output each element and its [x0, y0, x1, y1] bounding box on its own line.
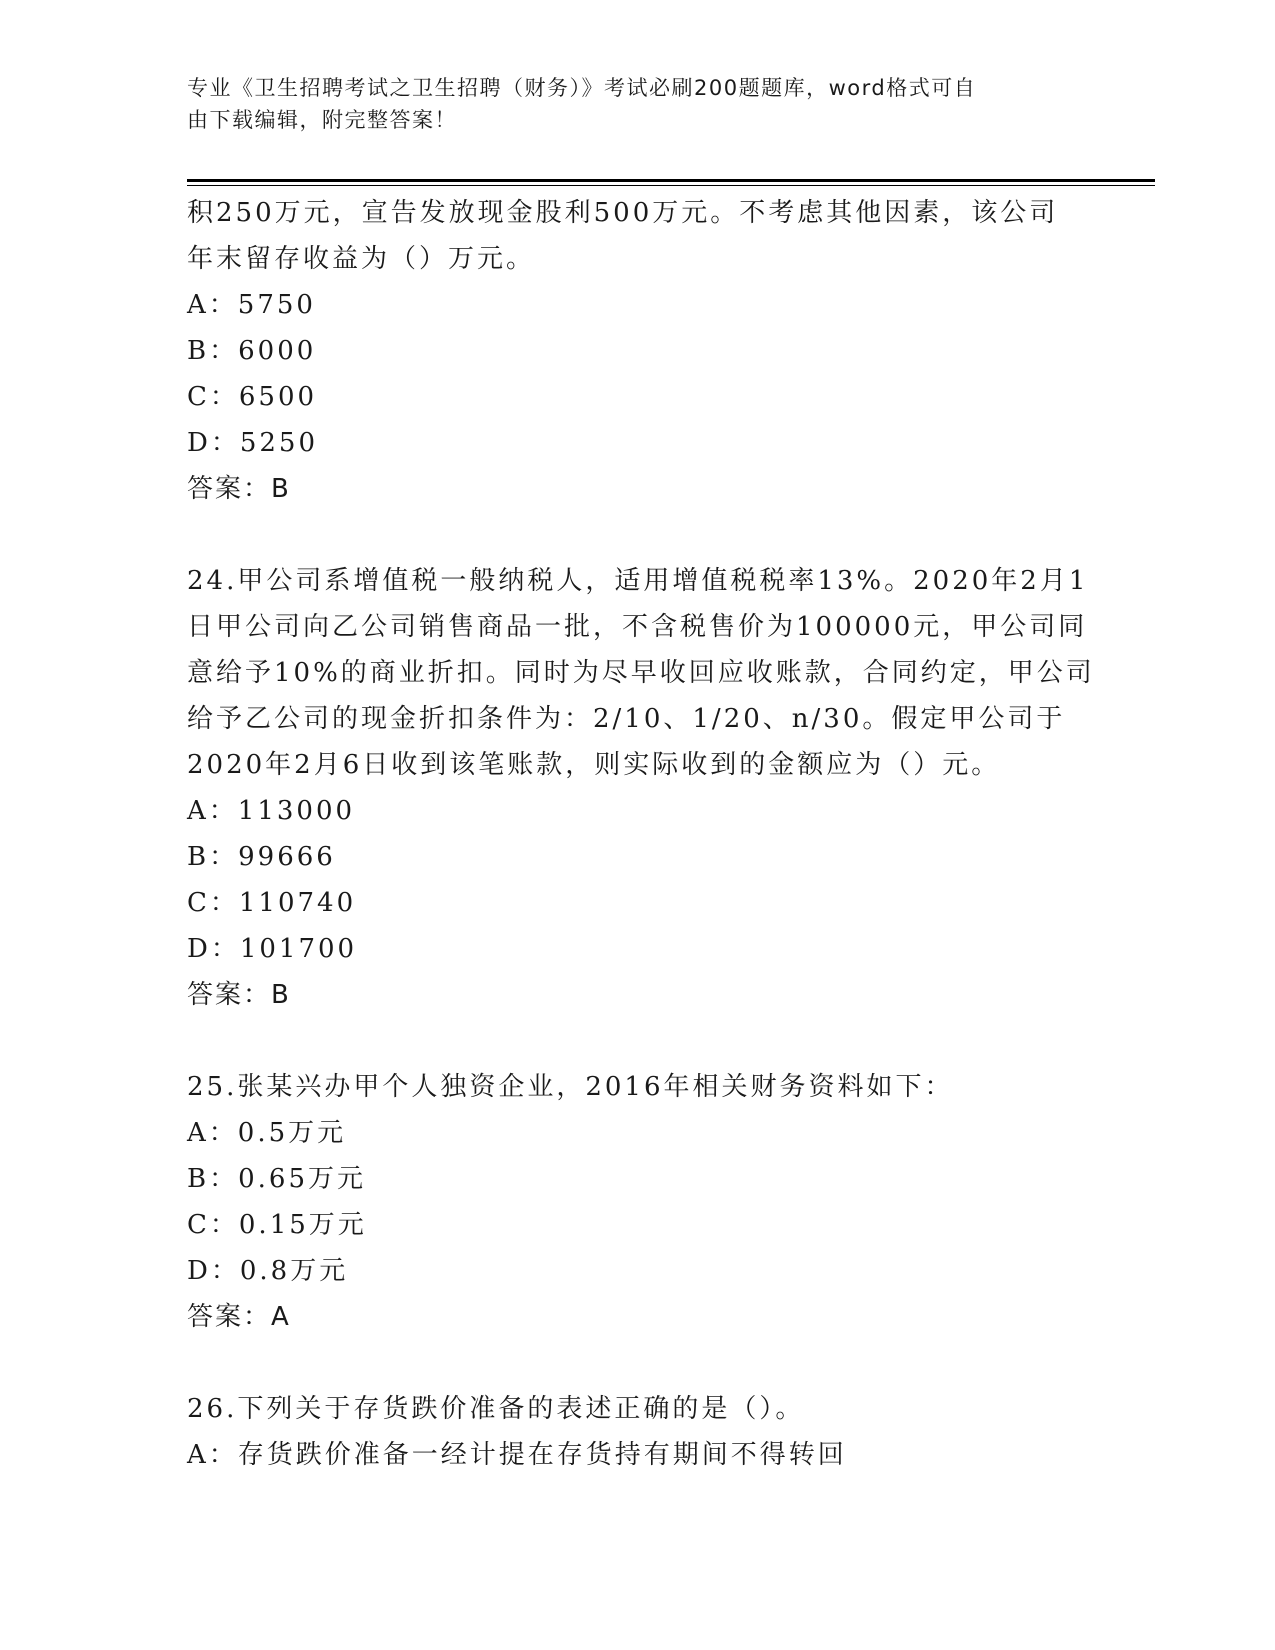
- question-list: [187, 190, 1095, 1478]
- question-block: [187, 1064, 1087, 1340]
- question-block: [187, 1386, 1087, 1478]
- option-d: D：101700: [187, 934, 358, 964]
- question-stem-line: 26.下列关于存货跌价准备的表述正确的是（）。: [187, 1394, 805, 1424]
- question-stem-line: 意给予10%的商业折扣。同时为尽早收回应收账款，合同约定，甲公司: [187, 658, 1095, 688]
- option-b: B：6000: [187, 336, 317, 366]
- answer-line: 答案：A: [187, 1302, 291, 1332]
- question-stem-line: 年末留存收益为（）万元。: [187, 244, 536, 274]
- option-b: B：0.65万元: [187, 1164, 366, 1194]
- answer-line: 答案：B: [187, 980, 291, 1010]
- question-stem-line: 积250万元，宣告发放现金股利500万元。不考虑其他因素，该公司: [187, 198, 1059, 228]
- option-a: A：113000: [187, 796, 356, 826]
- option-a: A：存货跌价准备一经计提在存货持有期间不得转回: [187, 1440, 847, 1470]
- question-stem-line: 日甲公司向乙公司销售商品一批，不含税售价为100000元，甲公司同: [187, 612, 1088, 642]
- question-stem-line: 给予乙公司的现金折扣条件为：2/10、1/20、n/30。假定甲公司于: [187, 704, 1066, 734]
- option-c: C：0.15万元: [187, 1210, 367, 1240]
- option-a: A：5750: [187, 290, 316, 320]
- document-header: [187, 72, 1067, 136]
- option-a: A：0.5万元: [187, 1118, 347, 1148]
- question-stem-line: 24.甲公司系增值税一般纳税人，适用增值税税率13%。2020年2月1: [187, 566, 1089, 596]
- header-divider-thick: [187, 179, 1155, 182]
- header-divider-thin: [187, 185, 1155, 186]
- option-d: D：0.8万元: [187, 1256, 349, 1286]
- question-block: [187, 190, 1087, 512]
- option-d: D：5250: [187, 428, 319, 458]
- option-c: C：110740: [187, 888, 357, 918]
- option-c: C：6500: [187, 382, 318, 412]
- answer-line: 答案：B: [187, 474, 291, 504]
- question-stem-line: 25.张某兴办甲个人独资企业，2016年相关财务资料如下：: [187, 1072, 954, 1102]
- question-block: [187, 558, 1095, 1018]
- header-line-2: 由下载编辑，附完整答案！: [187, 108, 457, 132]
- option-b: B：99666: [187, 842, 336, 872]
- question-stem-line: 2020年2月6日收到该笔账款，则实际收到的金额应为（）元。: [187, 750, 1001, 780]
- header-line-1: 专业《卫生招聘考试之卫生招聘（财务）》考试必刷200题题库，word格式可自: [187, 76, 977, 100]
